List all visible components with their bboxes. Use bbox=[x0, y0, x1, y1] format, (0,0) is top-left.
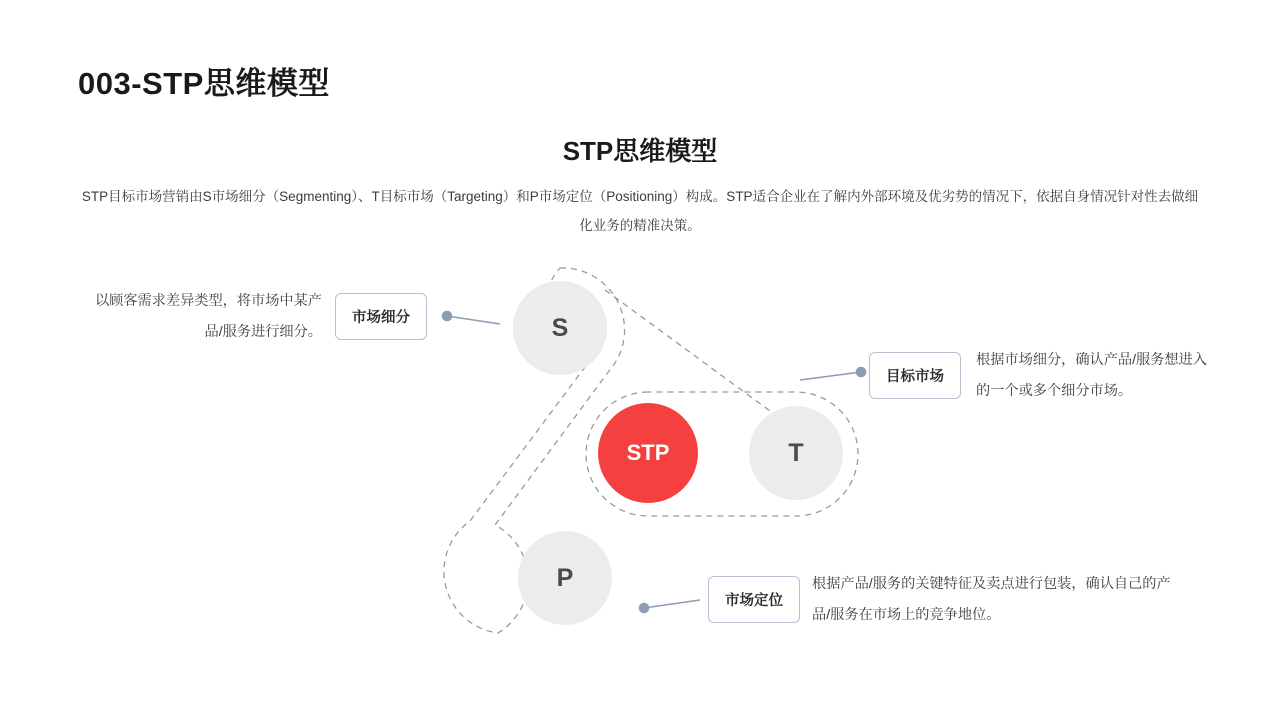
description-positioning: 根据产品/服务的关键特征及卖点进行包装，确认自己的产品/服务在市场上的竞争地位。 bbox=[812, 576, 1171, 623]
tag-targeting[interactable]: 目标市场 bbox=[869, 352, 961, 399]
description-segmenting: 以顾客需求差异类型，将市场中某产品/服务进行细分。 bbox=[94, 293, 322, 340]
tag-positioning[interactable]: 市场定位 bbox=[708, 576, 800, 623]
description-targeting: 根据市场细分，确认产品/服务想进入的一个或多个细分市场。 bbox=[976, 352, 1207, 399]
node-s[interactable]: S bbox=[513, 281, 607, 375]
tag-segmenting[interactable]: 市场细分 bbox=[335, 293, 427, 340]
node-p[interactable]: P bbox=[518, 531, 612, 625]
diagram-title: STP思维模型 bbox=[562, 136, 718, 166]
intro-paragraph: STP目标市场营销由S市场细分（Segmenting）、T目标市场（Targeting）和P市场定位（Positioning）构成。STP适合企业在了解内外部环境及优劣势的情况下，依据自身情况针对性去做细化业务的精准决策。 bbox=[81, 189, 1199, 233]
page-title: 003-STP思维模型 bbox=[78, 66, 330, 101]
node-stp-center[interactable]: STP bbox=[598, 403, 698, 503]
node-t[interactable]: T bbox=[749, 406, 843, 500]
